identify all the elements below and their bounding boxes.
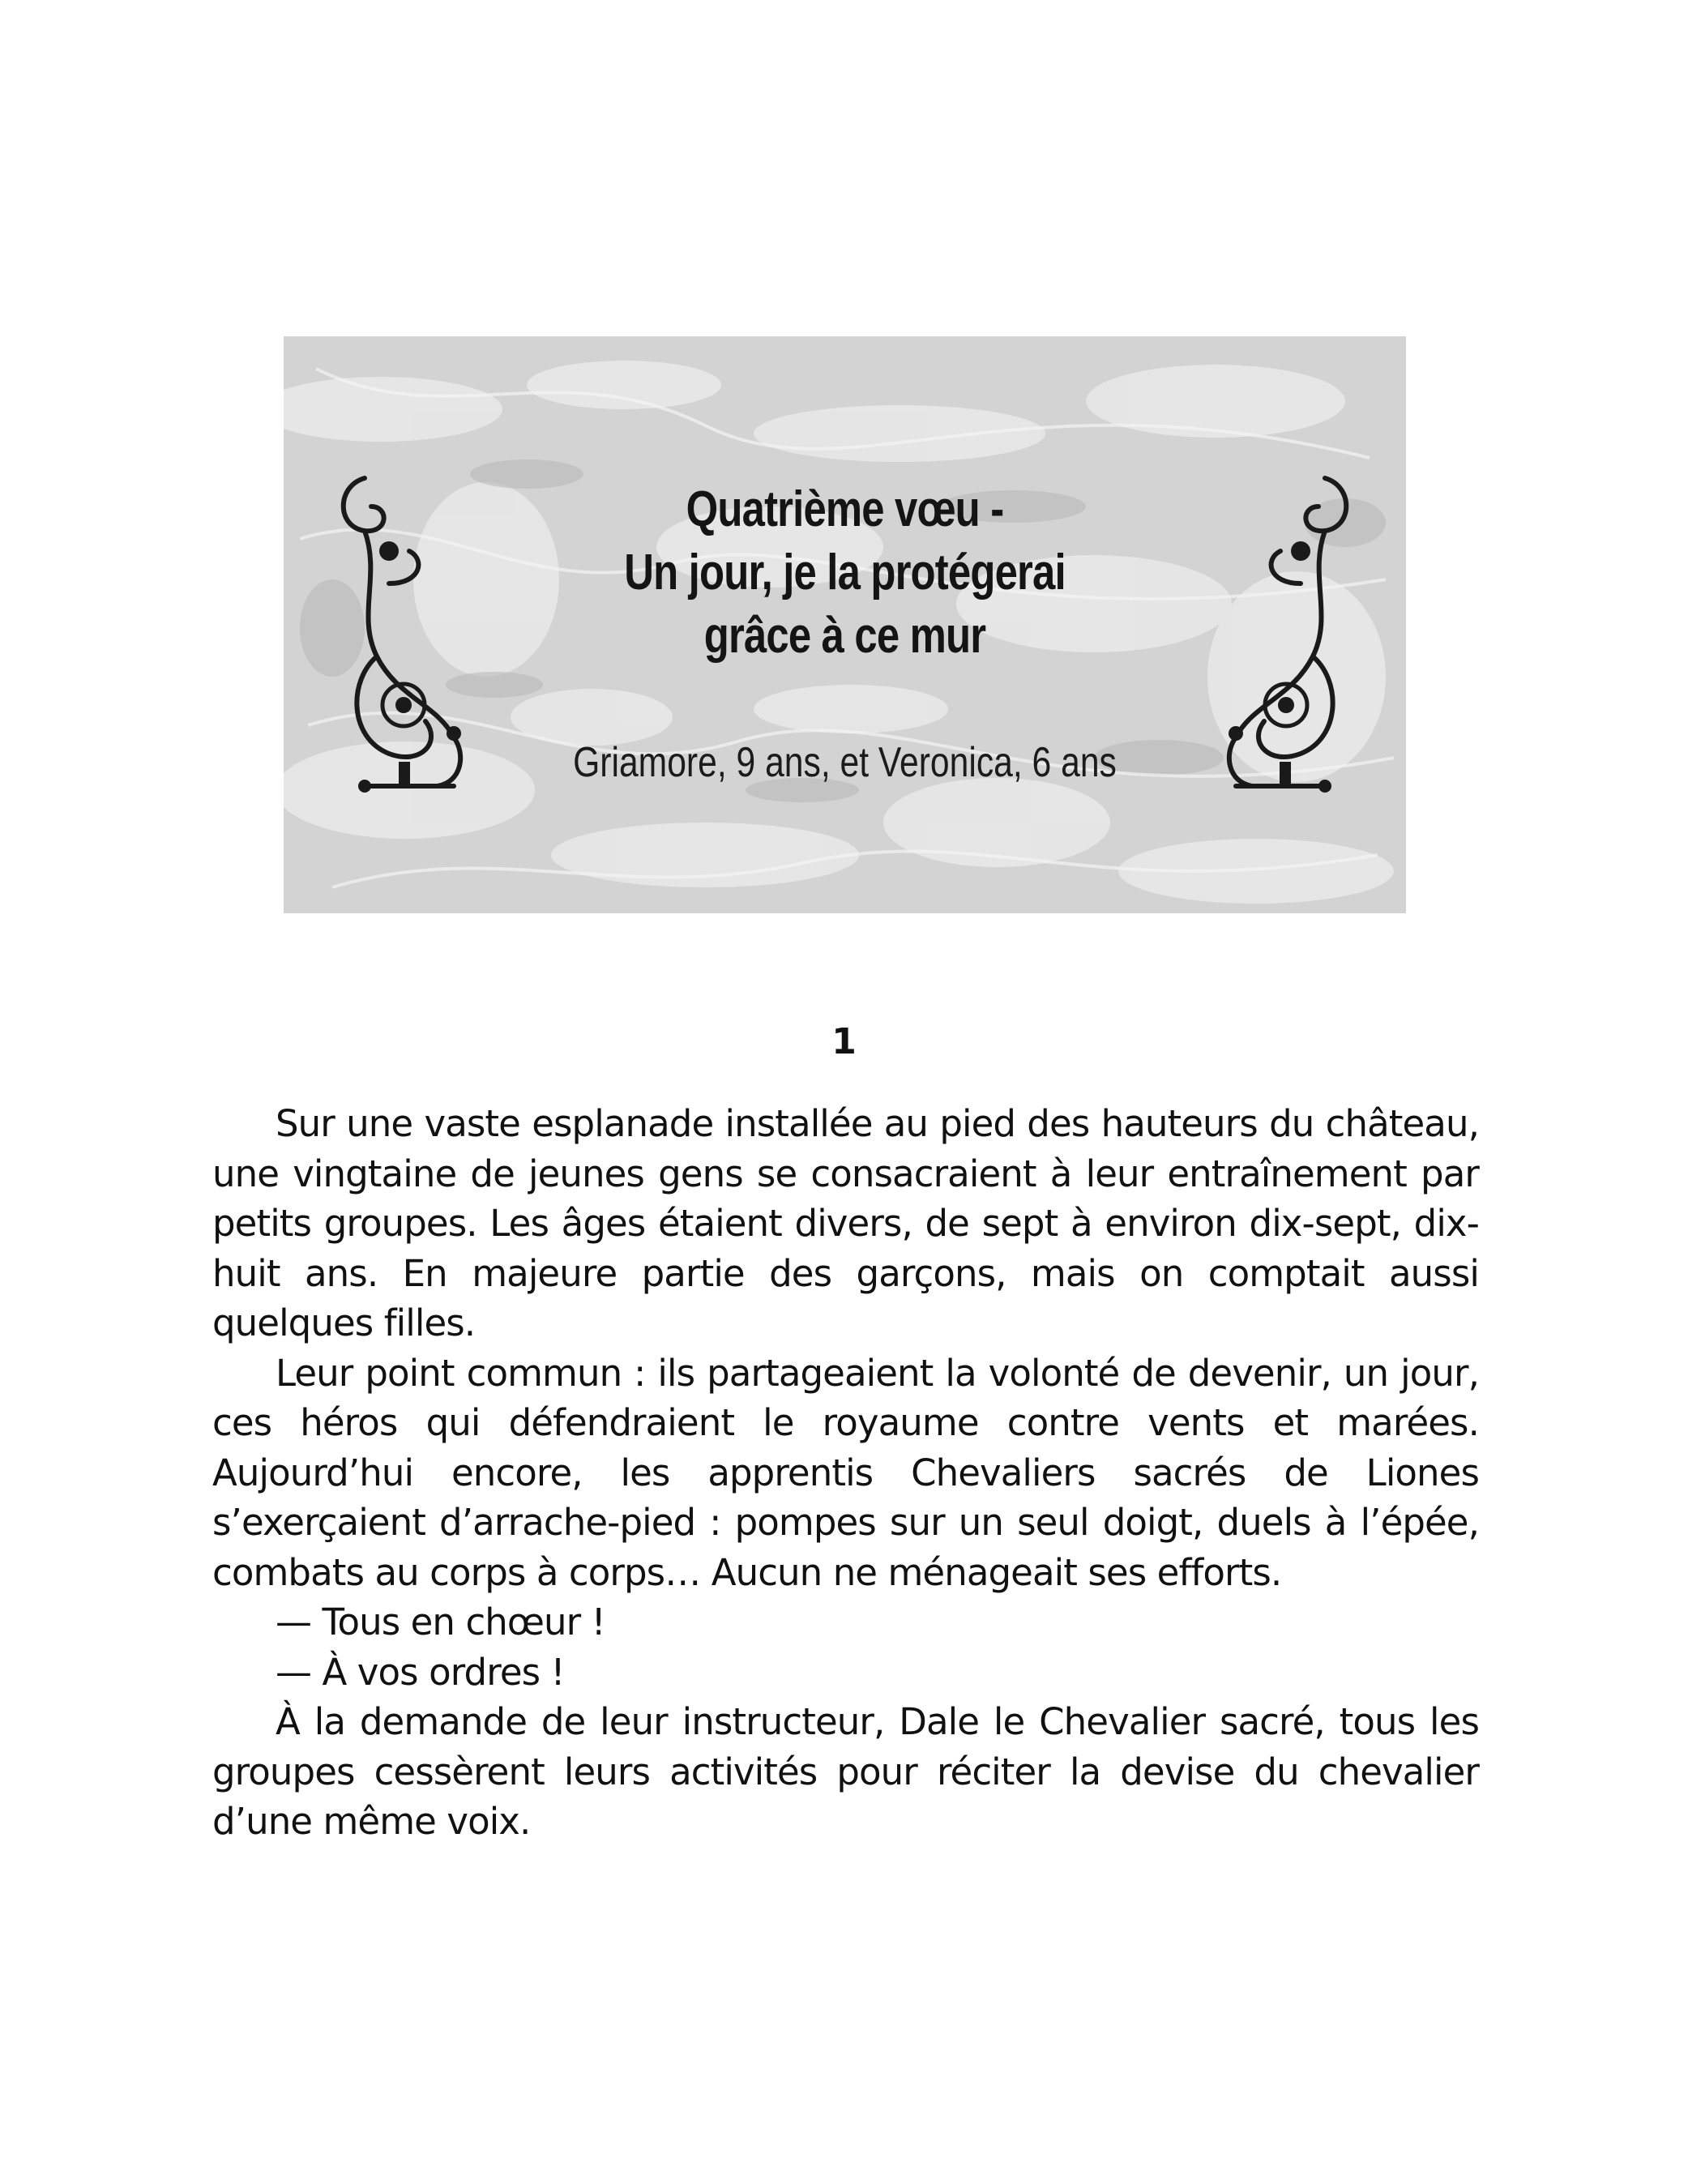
chapter-title-line: Quatrième vœu -: [686, 481, 1004, 537]
chapter-title-line: Un jour, je la protégerai: [624, 545, 1066, 600]
dialogue-line: — Tous en chœur !: [276, 1601, 605, 1643]
chapter-number: 1: [831, 1021, 857, 1062]
chapter-banner: [284, 336, 1406, 913]
paragraph: Sur une vaste esplanade installée au pied des hauteurs du château, une vingtaine de jeunes gens se consacraient à leur entraînement par petits groupes. Les âges étaient divers, de sept à environ dix-sept, dix-huit ans. En majeure partie des garçons, mais on comptait aussi quelques filles.: [212, 1102, 1479, 1344]
dialogue-line: — À vos ordres !: [276, 1650, 565, 1694]
chapter-title: [385, 478, 1306, 668]
chapter-subtitle: Griamore, 9 ans, et Veronica, 6 ans: [573, 739, 1117, 786]
paragraph: Leur point commun : ils partageaient la volonté de devenir, un jour, ces héros qui défendraient le royaume contre vents et marées. Aujourd’hui encore, les apprentis Chevaliers sacrés de Liones s’exerçaient d’arrache-pied : pompes sur un seul doigt, duels à l’épée, combats au corps à corps… Aucun ne ménageait ses efforts.: [212, 1351, 1479, 1594]
paragraph: À la demande de leur instructeur, Dale le Chevalier sacré, tous les groupes cessèrent leurs activités pour réciter la devise du chevalier d’une même voix.: [212, 1700, 1479, 1843]
chapter-title-line: grâce à ce mur: [703, 608, 986, 664]
body-text: [212, 1099, 1479, 1847]
